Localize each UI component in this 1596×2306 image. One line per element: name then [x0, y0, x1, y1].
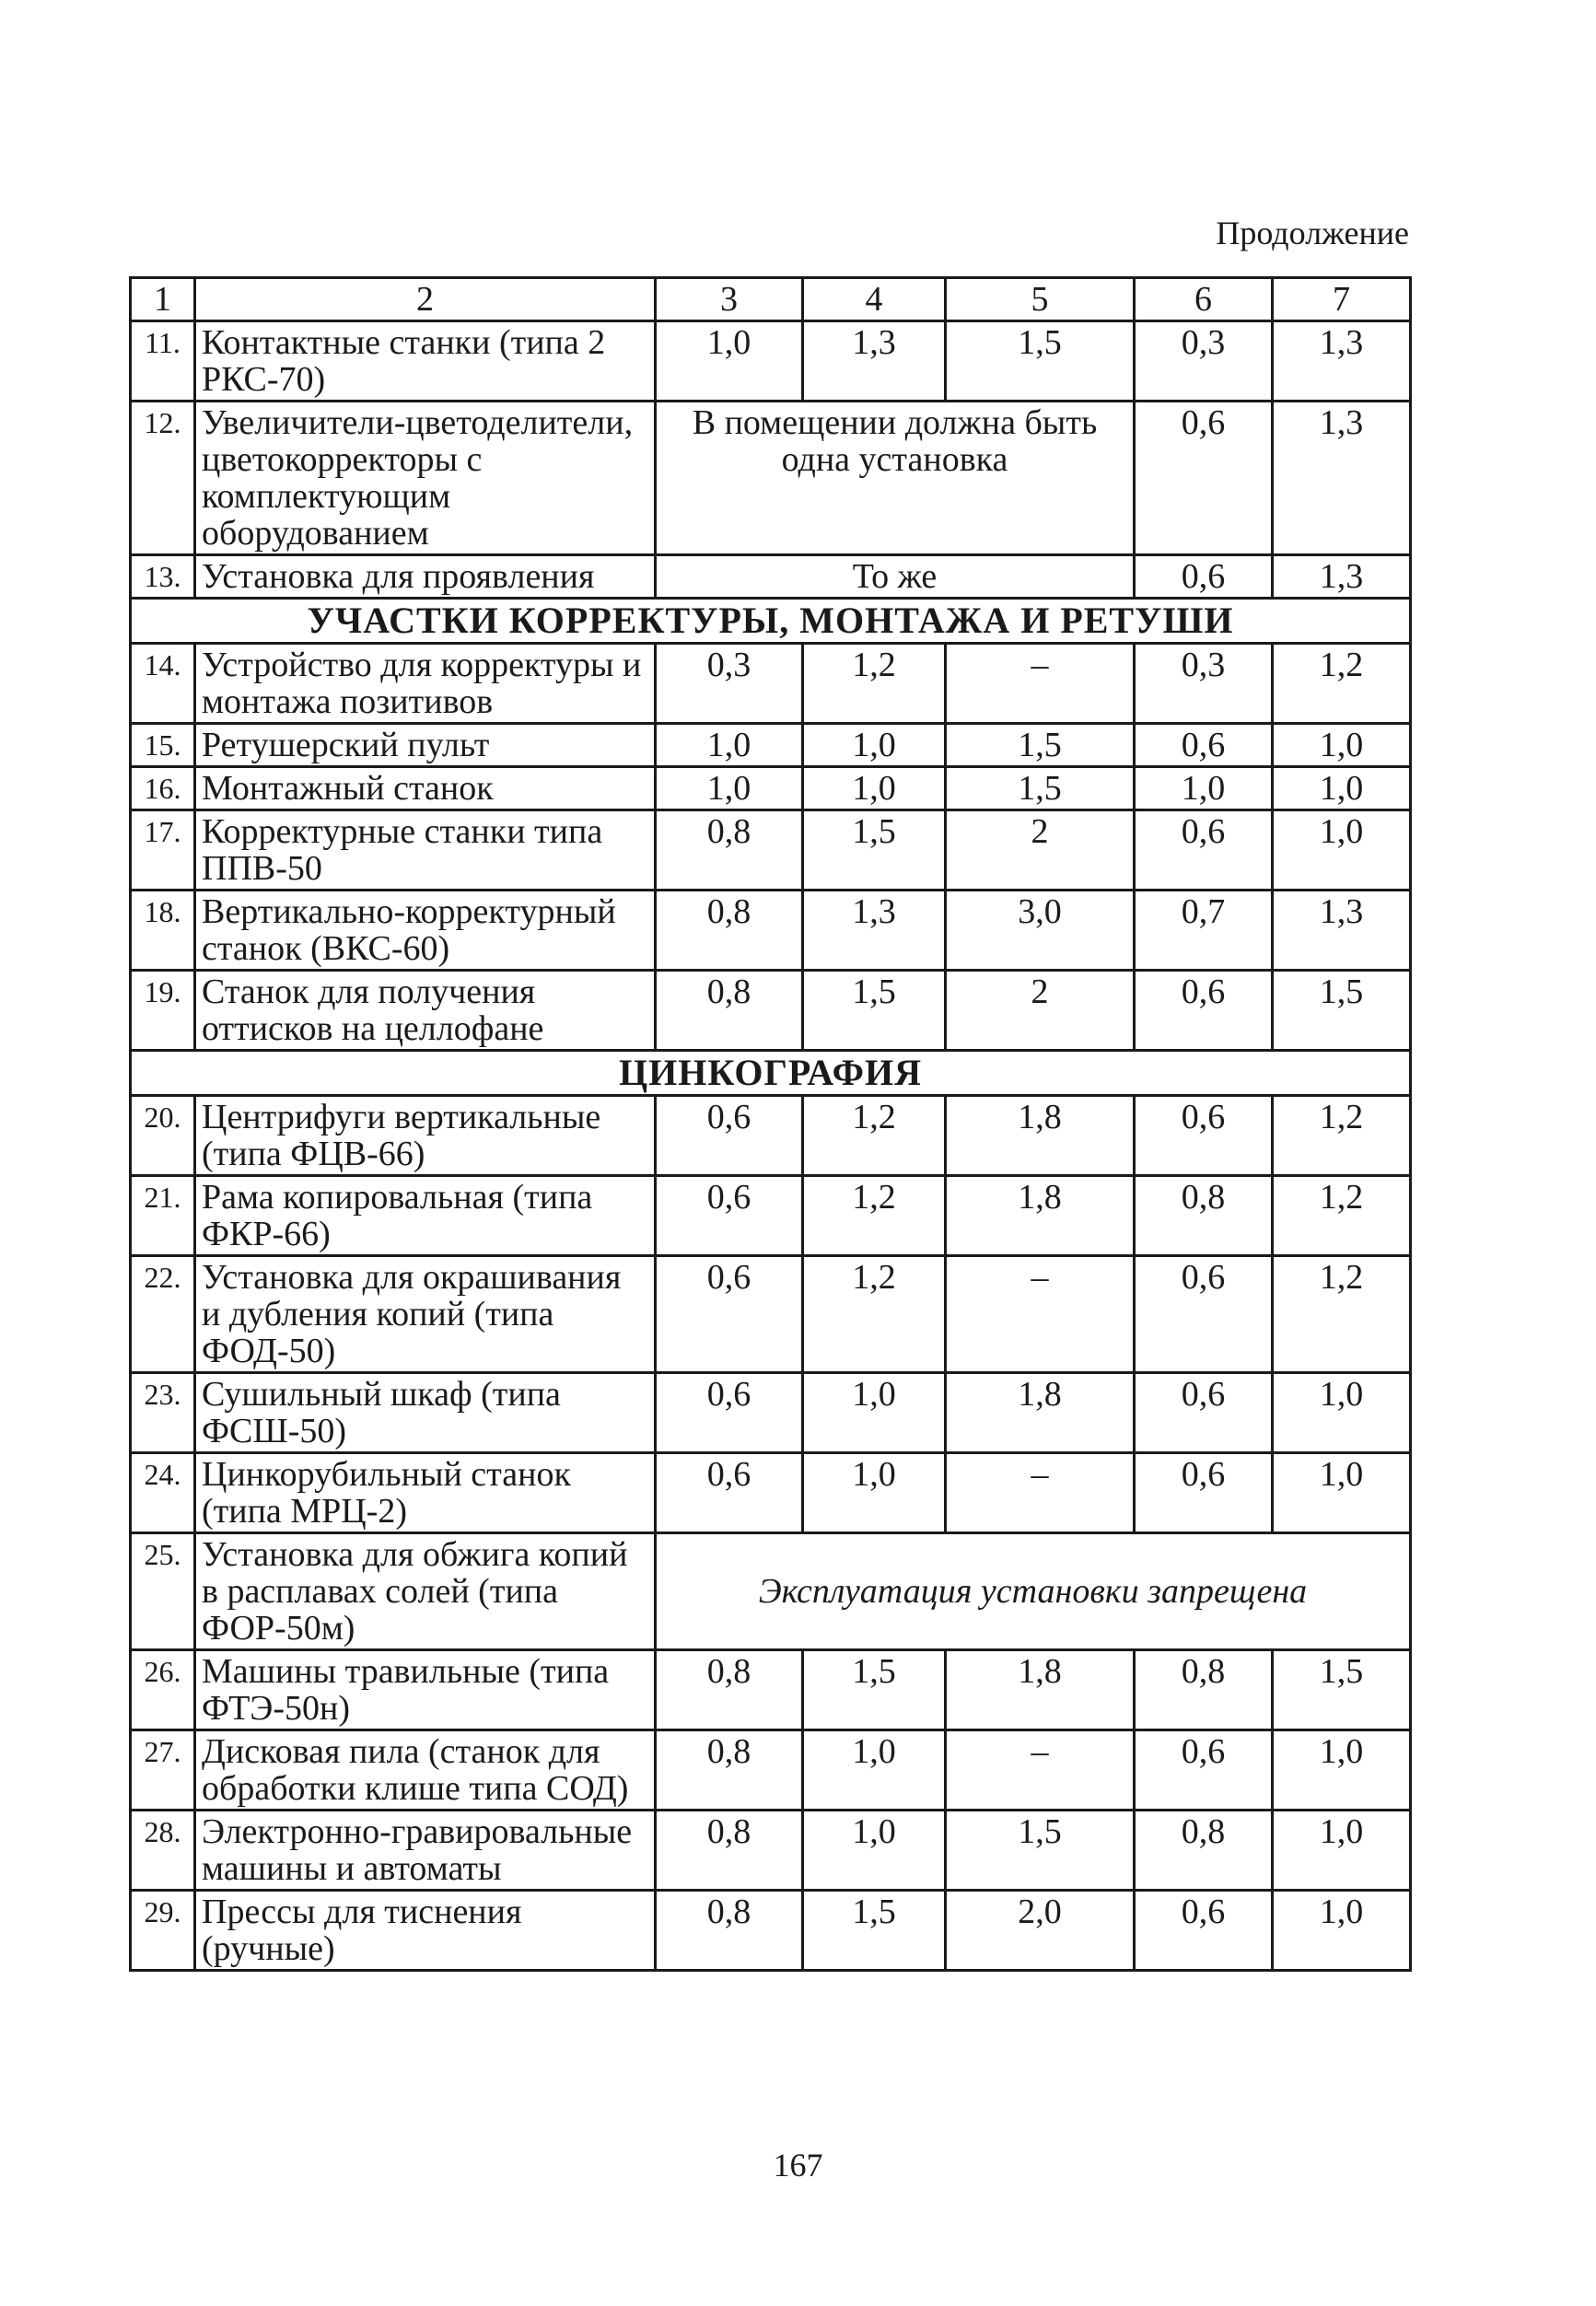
value-cell: 1,5 [1273, 971, 1411, 1051]
equipment-name: Сушильный шкаф (типа ФСШ-50) [195, 1373, 656, 1453]
equipment-name: Рама копировальная (типа ФКР-66) [195, 1176, 656, 1256]
table-row [131, 1891, 1411, 1971]
row-number: 24. [131, 1453, 195, 1533]
value-cell: 1,5 [946, 321, 1135, 402]
table-row [131, 1811, 1411, 1891]
value-cell: 3,0 [946, 891, 1135, 971]
table-row [131, 891, 1411, 971]
merged-note: В помещении должна быть одна установка [656, 402, 1135, 555]
value-cell: 0,8 [1135, 1176, 1273, 1256]
column-number-header [131, 278, 1411, 321]
row-number: 19. [131, 971, 195, 1051]
row-number: 16. [131, 767, 195, 810]
value-cell: 1,0 [656, 321, 803, 402]
value-cell: 1,5 [803, 971, 946, 1051]
table-row [131, 1176, 1411, 1256]
value-cell: 1,2 [803, 1256, 946, 1373]
equipment-name: Установка для обжига копий в расплавах солей (типа ФОР-50м) [195, 1533, 656, 1650]
table-row [131, 1650, 1411, 1730]
column-header: 3 [656, 278, 803, 321]
value-cell: 1,5 [803, 1891, 946, 1971]
value-cell: 0,6 [1135, 1453, 1273, 1533]
value-cell: 1,5 [803, 1650, 946, 1730]
value-cell: 1,0 [803, 1453, 946, 1533]
table-row [131, 1453, 1411, 1533]
table-row [131, 1730, 1411, 1811]
row-number: 29. [131, 1891, 195, 1971]
equipment-name: Машины травильные (типа ФТЭ-50н) [195, 1650, 656, 1730]
value-cell: 1,2 [803, 644, 946, 724]
equipment-table [129, 276, 1412, 1972]
section-title: ЦИНКОГРАФИЯ [131, 1051, 1411, 1096]
value-cell: 2,0 [946, 1891, 1135, 1971]
value-cell: 1,3 [1273, 321, 1411, 402]
value-cell: 0,8 [656, 891, 803, 971]
continuation-label: Продолжение [1216, 215, 1409, 251]
row-number: 20. [131, 1096, 195, 1176]
value-cell: 1,0 [803, 1373, 946, 1453]
section-title: УЧАСТКИ КОРРЕКТУРЫ, МОНТАЖА И РЕТУШИ [131, 599, 1411, 644]
value-cell: 0,6 [1135, 402, 1273, 555]
equipment-name: Станок для получения оттисков на целлофане [195, 971, 656, 1051]
value-cell: 1,2 [1273, 644, 1411, 724]
table-row [131, 402, 1411, 555]
value-cell: 0,6 [656, 1373, 803, 1453]
row-number: 28. [131, 1811, 195, 1891]
value-cell: 1,0 [1273, 724, 1411, 767]
equipment-name: Корректурные станки типа ППВ-50 [195, 810, 656, 891]
value-cell: 0,6 [1135, 724, 1273, 767]
table-row [131, 1373, 1411, 1453]
value-cell: 1,0 [1273, 1730, 1411, 1811]
page-number: 167 [773, 2147, 823, 2184]
value-cell: 2 [946, 971, 1135, 1051]
value-cell: 1,5 [946, 1811, 1135, 1891]
equipment-name: Вертикально-корректурный станок (ВКС-60) [195, 891, 656, 971]
table-row [131, 810, 1411, 891]
value-cell: 0,8 [1135, 1650, 1273, 1730]
value-cell: 0,3 [1135, 644, 1273, 724]
value-cell: 1,2 [1273, 1176, 1411, 1256]
row-number: 12. [131, 402, 195, 555]
value-cell: 1,0 [803, 1811, 946, 1891]
value-cell: 1,5 [946, 767, 1135, 810]
table-row [131, 555, 1411, 599]
value-cell: 1,2 [803, 1096, 946, 1176]
value-cell: 0,6 [1135, 810, 1273, 891]
value-cell: 0,6 [656, 1453, 803, 1533]
table-row [131, 1256, 1411, 1373]
row-number: 11. [131, 321, 195, 402]
value-cell: 0,6 [1135, 1730, 1273, 1811]
equipment-name: Увеличители-цветоделители, цветокорректоры с комплектующим оборудованием [195, 402, 656, 555]
row-number: 22. [131, 1256, 195, 1373]
equipment-name: Центрифуги вертикальные (типа ФЦВ-66) [195, 1096, 656, 1176]
value-cell: 1,3 [1273, 555, 1411, 599]
value-cell: – [946, 1453, 1135, 1533]
value-cell: 1,3 [1273, 891, 1411, 971]
value-cell: 0,6 [1135, 971, 1273, 1051]
value-cell: 0,8 [656, 810, 803, 891]
value-cell: 1,0 [803, 1730, 946, 1811]
table-row [131, 644, 1411, 724]
value-cell: 1,2 [1273, 1096, 1411, 1176]
value-cell: 1,8 [946, 1650, 1135, 1730]
value-cell: 1,5 [1273, 1650, 1411, 1730]
row-number: 25. [131, 1533, 195, 1650]
row-number: 15. [131, 724, 195, 767]
equipment-name: Монтажный станок [195, 767, 656, 810]
table-row [131, 724, 1411, 767]
value-cell: 0,6 [656, 1096, 803, 1176]
table-row [131, 767, 1411, 810]
value-cell: 1,0 [656, 767, 803, 810]
value-cell: 1,2 [1273, 1256, 1411, 1373]
value-cell: 1,3 [803, 321, 946, 402]
equipment-name: Электронно-гравировальные машины и автоматы [195, 1811, 656, 1891]
value-cell: 1,5 [803, 810, 946, 891]
value-cell: 0,6 [1135, 1256, 1273, 1373]
column-header: 4 [803, 278, 946, 321]
value-cell: 1,0 [1135, 767, 1273, 810]
value-cell: 0,6 [1135, 555, 1273, 599]
row-number: 17. [131, 810, 195, 891]
value-cell: 1,0 [1273, 1373, 1411, 1453]
value-cell: 0,3 [656, 644, 803, 724]
equipment-name: Цинкорубильный станок (типа МРЦ-2) [195, 1453, 656, 1533]
value-cell: 1,2 [803, 1176, 946, 1256]
column-header: 6 [1135, 278, 1273, 321]
value-cell: – [946, 1730, 1135, 1811]
value-cell: 1,8 [946, 1373, 1135, 1453]
column-header: 7 [1273, 278, 1411, 321]
row-number: 14. [131, 644, 195, 724]
column-header: 5 [946, 278, 1135, 321]
value-cell: 1,0 [803, 767, 946, 810]
value-cell: 0,6 [656, 1256, 803, 1373]
value-cell: 0,6 [1135, 1891, 1273, 1971]
row-number: 23. [131, 1373, 195, 1453]
table-row [131, 321, 1411, 402]
column-header: 1 [131, 278, 195, 321]
table-row [131, 971, 1411, 1051]
table-body [131, 321, 1411, 1971]
value-cell: 0,3 [1135, 321, 1273, 402]
value-cell: 0,8 [656, 1891, 803, 1971]
equipment-name: Прессы для тиснения (ручные) [195, 1891, 656, 1971]
value-cell: 1,3 [1273, 402, 1411, 555]
value-cell: 2 [946, 810, 1135, 891]
value-cell: 0,6 [1135, 1096, 1273, 1176]
row-number: 27. [131, 1730, 195, 1811]
value-cell: 1,0 [1273, 1891, 1411, 1971]
value-cell: 0,8 [656, 1650, 803, 1730]
value-cell: 1,5 [946, 724, 1135, 767]
value-cell: – [946, 1256, 1135, 1373]
merged-note: То же [656, 555, 1135, 599]
section-header-row [131, 599, 1411, 644]
value-cell: 1,0 [1273, 1453, 1411, 1533]
equipment-name: Установка для окрашивания и дубления копий (типа ФОД-50) [195, 1256, 656, 1373]
value-cell: 0,8 [656, 1811, 803, 1891]
section-header-row [131, 1051, 1411, 1096]
column-header: 2 [195, 278, 656, 321]
equipment-name: Дисковая пила (станок для обработки клише типа СОД) [195, 1730, 656, 1811]
merged-note: Эксплуатация установки запрещена [656, 1533, 1411, 1650]
value-cell: 0,6 [1135, 1373, 1273, 1453]
row-number: 18. [131, 891, 195, 971]
value-cell: – [946, 644, 1135, 724]
row-number: 13. [131, 555, 195, 599]
row-number: 21. [131, 1176, 195, 1256]
value-cell: 0,7 [1135, 891, 1273, 971]
table-row [131, 1533, 1411, 1650]
equipment-name: Установка для проявления [195, 555, 656, 599]
value-cell: 1,0 [656, 724, 803, 767]
equipment-name: Ретушерский пульт [195, 724, 656, 767]
value-cell: 0,8 [1135, 1811, 1273, 1891]
table-row [131, 1096, 1411, 1176]
equipment-name: Устройство для корректуры и монтажа позитивов [195, 644, 656, 724]
equipment-name: Контактные станки (типа 2 РКС-70) [195, 321, 656, 402]
value-cell: 1,8 [946, 1096, 1135, 1176]
value-cell: 1,8 [946, 1176, 1135, 1256]
value-cell: 0,6 [656, 1176, 803, 1256]
row-number: 26. [131, 1650, 195, 1730]
value-cell: 1,0 [803, 724, 946, 767]
value-cell: 1,3 [803, 891, 946, 971]
value-cell: 1,0 [1273, 767, 1411, 810]
value-cell: 1,0 [1273, 810, 1411, 891]
value-cell: 0,8 [656, 971, 803, 1051]
value-cell: 0,8 [656, 1730, 803, 1811]
value-cell: 1,0 [1273, 1811, 1411, 1891]
